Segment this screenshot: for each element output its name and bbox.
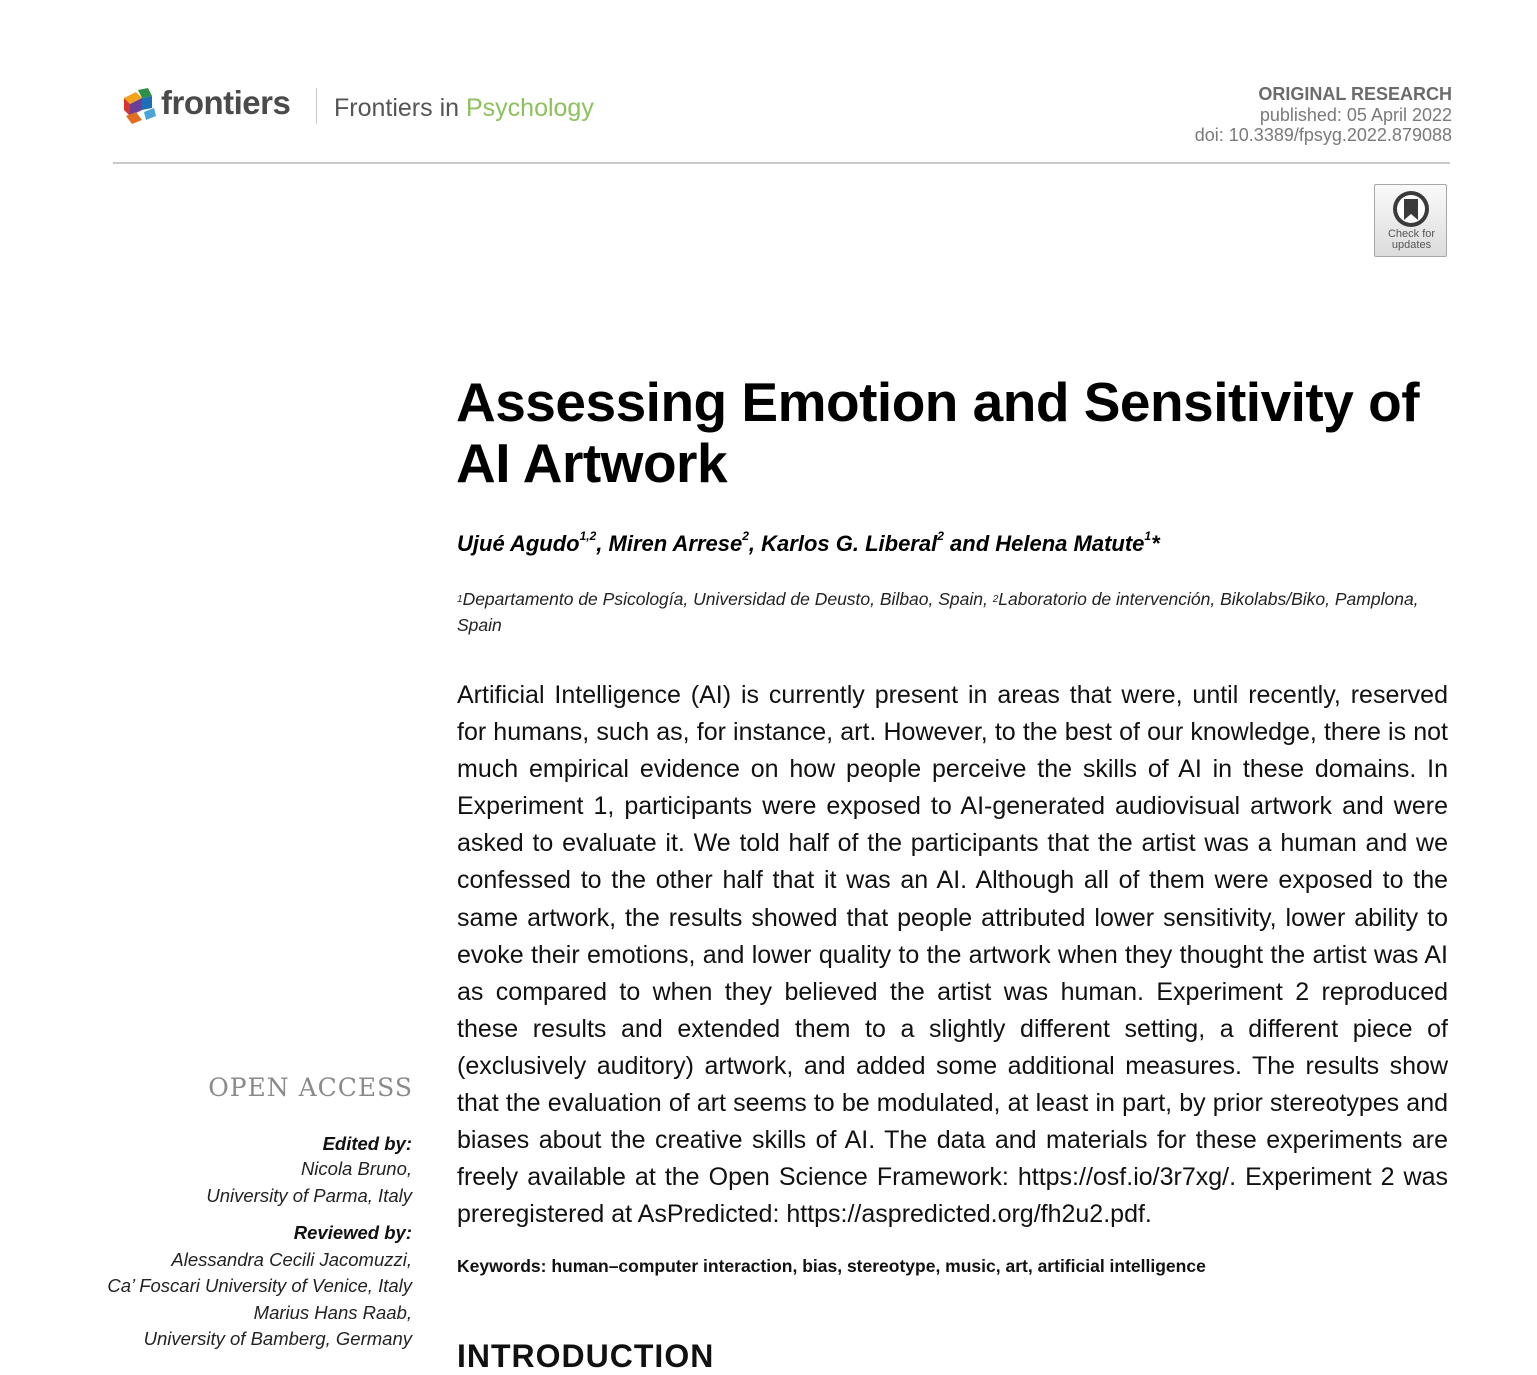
affiliation-sup: 2	[992, 594, 999, 605]
author-name[interactable]: Helena Matute	[995, 531, 1145, 556]
reviewed-by-label: Reviewed by:	[293, 1222, 412, 1243]
reviewer-name[interactable]: Marius Hans Raab,	[253, 1302, 412, 1323]
reviewer-name[interactable]: Alessandra Cecili Jacomuzzi,	[171, 1249, 412, 1270]
journal-name	[334, 94, 594, 123]
badge-label	[1375, 229, 1448, 251]
open-access-label: OPEN ACCESS	[208, 1073, 413, 1102]
author-affil-sup: 1,2	[579, 529, 597, 543]
author-affil-sup: 1	[1144, 529, 1152, 543]
title-line-1: Assessing Emotion and Sensitivity of	[456, 371, 1420, 433]
frontiers-logo-icon	[122, 86, 158, 126]
reviewer-affiliation: University of Bamberg, Germany	[143, 1328, 412, 1349]
author-name[interactable]: Karlos G. Liberal	[761, 531, 938, 556]
brand-name: frontiers	[161, 84, 291, 121]
editor-affiliation: University of Parma, Italy	[206, 1185, 412, 1206]
badge-label-line2: updates	[1391, 239, 1432, 251]
author-list	[457, 531, 1160, 557]
keywords: Keywords: human–computer interaction, bias, stereotype, music, art, artificial intelligence	[457, 1256, 1206, 1276]
author-affil-sup: 2	[937, 529, 944, 543]
affiliation-sup: 1	[457, 594, 463, 605]
author-separator: and	[943, 531, 996, 556]
title-line-2: AI Artwork	[456, 432, 728, 494]
bookmark-check-icon	[1391, 189, 1431, 229]
author-name[interactable]: Ujué Agudo	[457, 531, 580, 556]
article-title	[456, 372, 1456, 494]
editor-name[interactable]: Nicola Bruno,	[300, 1158, 412, 1179]
journal-prefix: Frontiers in	[334, 94, 466, 122]
published-date: published: 05 April 2022	[1259, 105, 1452, 125]
abstract: Artificial Intelligence (AI) is currently present in areas that were, until recently, reserved for humans, such as, for instance, art. However, to the best of our knowledge, there is not much empirical evidence on how people perceive the skills of AI in these domains. In Experiment 1, participants were exposed to AI-generated audiovisual artwork and were asked to evaluate it. We told half of the participants that the artist was a human and we confessed to the other half that it was an AI. Although all of them were exposed to the same artwork, the results showed that people attributed lower sensitivity, lower ability to evoke their emotions, and lower quality to the artwork when they thought the artist was AI as compared to when they believed the artist was human. Experiment 2 reproduced these results and extended them to a slightly different setting, a different piece of (exclusively auditory) artwork, and added some additional measures. The results show that the evaluation of art seems to be modulated, at least in part, by prior stereotypes and biases about the creative skills of AI. The data and materials for these experiments are freely available at the Open Science Framework: https://osf.io/3r7xg/. Experiment 2 was preregistered at AsPredicted: https://aspredicted.org/fh2u2.pdf.	[457, 681, 1448, 1229]
affiliation-text: Laboratorio de intervención, Bikolabs/Biko, Pamplona, Spain	[457, 589, 1419, 635]
edited-by-label: Edited by:	[322, 1133, 412, 1154]
section-heading-introduction: INTRODUCTION	[457, 1338, 715, 1374]
affiliation-text: Departamento de Psicología, Universidad de Deusto, Bilbao, Spain,	[462, 589, 993, 609]
header-divider	[316, 88, 317, 124]
reviewer-affiliation: Ca’ Foscari University of Venice, Italy	[107, 1275, 412, 1296]
check-for-updates-button[interactable]	[1374, 184, 1447, 257]
author-affil-sup: 2	[742, 529, 749, 543]
author-separator: ,	[596, 531, 609, 556]
author-name[interactable]: Miren Arrese	[608, 531, 743, 556]
author-separator: ,	[748, 531, 762, 556]
affiliations	[457, 586, 1452, 638]
journal-accent: Psychology	[465, 94, 594, 122]
article-type: ORIGINAL RESEARCH	[1258, 84, 1452, 104]
corresponding-author-mark: *	[1151, 531, 1160, 556]
badge-label-line1: Check for	[1387, 228, 1436, 240]
doi[interactable]: doi: 10.3389/fpsyg.2022.879088	[1194, 125, 1452, 145]
header-rule	[113, 162, 1450, 164]
